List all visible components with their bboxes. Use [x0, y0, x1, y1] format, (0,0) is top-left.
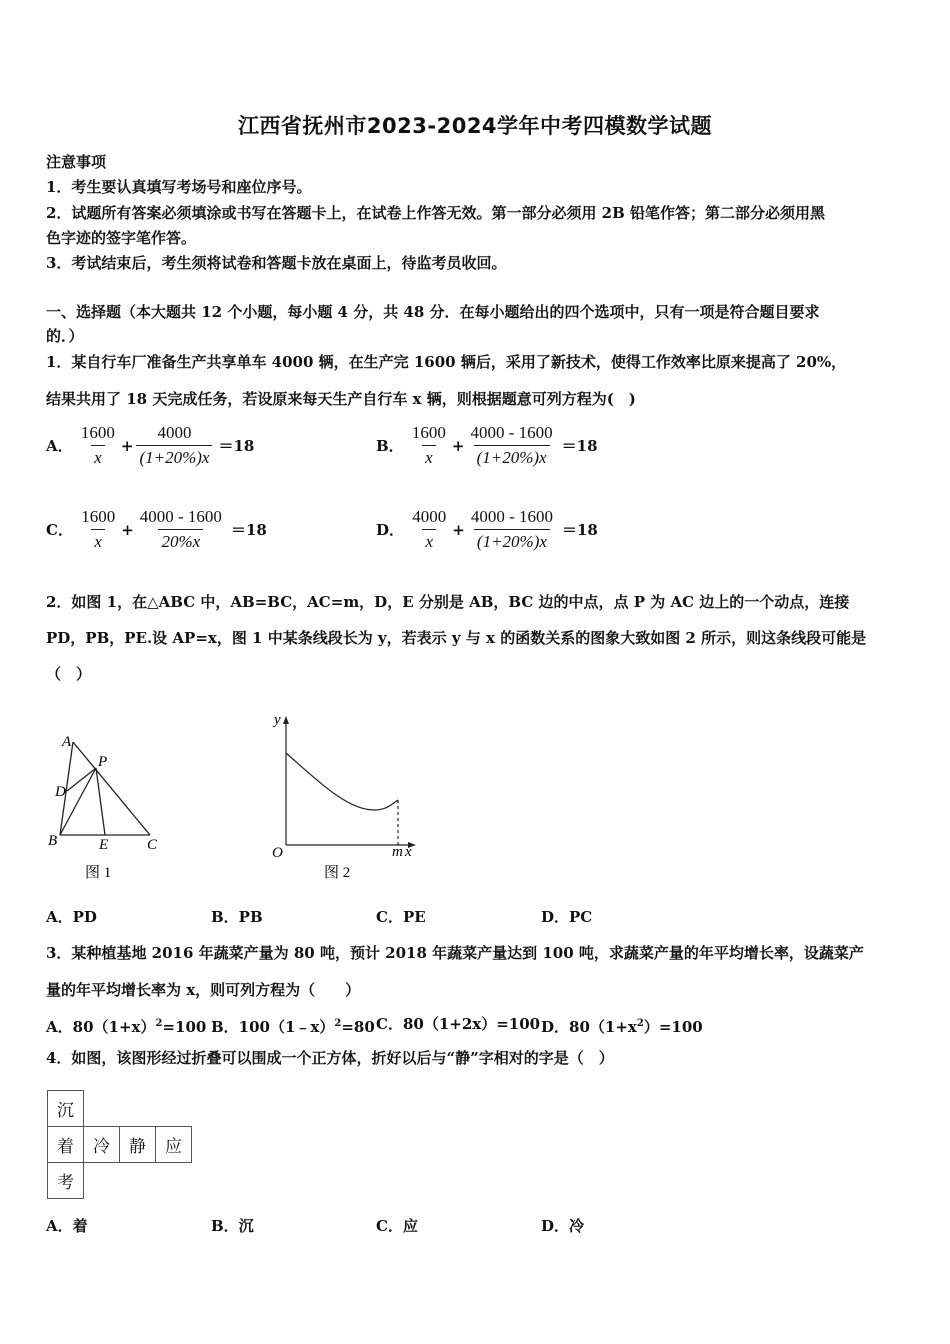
numerator: 4000 - 1600	[139, 507, 222, 526]
numerator: 4000 - 1600	[470, 423, 553, 442]
point-label-a: A	[62, 734, 72, 750]
point-label-p: P	[98, 754, 108, 770]
q4-option-b[interactable]: B．沉	[211, 1217, 254, 1235]
q3-option-d[interactable]	[541, 1014, 703, 1037]
denominator: (1+20%)x	[136, 445, 212, 468]
point-label-e: E	[99, 837, 109, 853]
figure-1-caption: 图 1	[85, 865, 112, 881]
option-label: B．	[376, 437, 404, 455]
question-1-text: 1．某自行车厂准备生产共享单车 4000 辆，在生产完 1600 辆后，采用了新技术，使得工作效率比原来提高了 20%，	[46, 353, 847, 371]
q2-option-b[interactable]: B．PB	[211, 908, 263, 926]
question-2-text-cont: PD，PB，PE.设 AP=x，图 1 中某条线段长为 y，若表示 y 与 x 的函数关系的图象大致如图 2 所示，则这条线段可能是	[46, 629, 867, 647]
figure-1-triangle	[40, 725, 180, 885]
notice-item: 1．考生要认真填写考场号和座位序号。	[46, 178, 312, 196]
option-label: C．	[46, 521, 73, 539]
superscript: 2	[636, 1018, 644, 1029]
q3-option-a[interactable]	[46, 1014, 206, 1037]
q1-option-c[interactable]	[46, 507, 267, 552]
q2-option-c[interactable]: C．PE	[376, 908, 426, 926]
question-2-text: 2．如图 1，在△ABC 中，AB=BC，AC=m，D，E 分别是 AB，BC 边的中点，点 P 为 AC 边上的一个动点，连接	[46, 593, 850, 611]
net-cell: 着	[48, 1127, 84, 1163]
option-text: ）=100	[643, 1018, 703, 1036]
question-3-text-cont: 量的年平均增长率为 x，则可列方程为（ ）	[46, 981, 361, 999]
denominator: x	[91, 445, 105, 468]
equation-rhs: ＝18	[218, 437, 255, 455]
equation-rhs: ＝18	[561, 437, 598, 455]
q4-option-d[interactable]: D．冷	[541, 1217, 585, 1235]
figure-2-caption: 图 2	[324, 865, 351, 881]
net-cell-empty	[156, 1163, 192, 1199]
plus-sign: +	[451, 436, 465, 455]
superscript: 2	[334, 1018, 342, 1029]
q1-option-a[interactable]	[46, 423, 254, 468]
net-cell-empty	[120, 1091, 156, 1127]
denominator: (1+20%)x	[474, 445, 550, 468]
question-1-text-cont: 结果共用了 18 天完成任务，若设原来每天生产自行车 x 辆，则根据题意可列方程为( )	[46, 390, 636, 408]
point-label-d: D	[55, 784, 66, 800]
page-title: 江西省抚州市2023-2024学年中考四模数学试题	[237, 114, 713, 138]
notice-item: 2．试题所有答案必须填涂或书写在答题卡上，在试卷上作答无效。第一部分必须用 2B 铅笔作答；第二部分必须用黑	[46, 204, 826, 222]
figure-2-graph	[262, 710, 422, 885]
q3-option-c[interactable]: C．80（1+2x）=100	[376, 1015, 541, 1033]
axis-label-x: x	[405, 844, 412, 860]
option-text: B．100（1﹣x）	[211, 1018, 335, 1036]
notice-heading: 注意事项	[46, 153, 107, 171]
net-cell: 考	[48, 1163, 84, 1199]
denominator: x	[91, 529, 105, 552]
equation-rhs: ＝18	[230, 521, 267, 539]
fraction	[468, 507, 556, 552]
net-cell-empty	[156, 1091, 192, 1127]
net-cell: 沉	[48, 1091, 84, 1127]
question-4-text: 4．如图，该图形经过折叠可以围成一个正方体，折好以后与“静”字相对的字是（ ）	[46, 1049, 614, 1067]
q1-option-b[interactable]	[376, 423, 598, 468]
notice-item: 3．考试结束后，考生须将试卷和答题卡放在桌面上，待监考员收回。	[46, 254, 507, 272]
cube-net	[47, 1090, 192, 1199]
fraction	[78, 423, 118, 468]
net-cell-empty	[84, 1091, 120, 1127]
net-cell-empty	[120, 1163, 156, 1199]
numerator: 1600	[80, 423, 115, 442]
notice-item: 色字迹的签字笔作答。	[46, 229, 197, 247]
q2-option-d[interactable]: D．PC	[541, 908, 593, 926]
fraction	[409, 423, 449, 468]
axis-tick-m: m	[392, 844, 403, 860]
option-text: A．80（1+x）	[46, 1018, 156, 1036]
net-cell: 应	[156, 1127, 192, 1163]
fraction	[137, 507, 225, 552]
question-3-text: 3．某种植基地 2016 年蔬菜产量为 80 吨，预计 2018 年蔬菜产量达到 100 吨，求蔬菜产量的年平均增长率，设蔬菜产	[46, 944, 864, 962]
q4-option-c[interactable]: C．应	[376, 1217, 418, 1235]
fraction	[468, 423, 556, 468]
numerator: 4000 - 1600	[470, 507, 553, 526]
denominator: 20%x	[158, 529, 203, 552]
option-text: =80	[341, 1018, 375, 1036]
option-label: A．	[46, 437, 73, 455]
axis-label-y: y	[274, 712, 281, 728]
section-heading-cont: 的．）	[46, 327, 84, 345]
q4-option-a[interactable]: A．着	[46, 1217, 88, 1235]
plus-sign: +	[121, 520, 134, 539]
net-cell: 冷	[84, 1127, 120, 1163]
numerator: 1600	[81, 507, 116, 526]
question-2-text-cont: （ ）	[46, 665, 92, 683]
numerator: 4000	[412, 507, 447, 526]
plus-sign: +	[120, 436, 134, 455]
fraction	[78, 507, 118, 552]
numerator: 4000	[157, 423, 192, 442]
q3-option-b[interactable]	[211, 1014, 375, 1037]
option-text: =100	[162, 1018, 207, 1036]
q1-option-d[interactable]	[376, 507, 598, 552]
option-label: D．	[376, 521, 405, 539]
origin-label: O	[272, 845, 283, 861]
denominator: x	[422, 445, 436, 468]
q2-option-a[interactable]: A．PD	[46, 908, 97, 926]
net-cell: 静	[120, 1127, 156, 1163]
point-label-c: C	[147, 837, 158, 853]
denominator: x	[422, 529, 436, 552]
fraction	[136, 423, 212, 468]
point-label-b: B	[48, 833, 58, 849]
denominator: (1+20%)x	[474, 529, 550, 552]
equation-rhs: ＝18	[562, 521, 598, 539]
superscript: 2	[155, 1018, 163, 1029]
numerator: 1600	[411, 423, 446, 442]
option-text: D．80（1+x	[541, 1018, 637, 1036]
plus-sign: +	[452, 520, 465, 539]
net-cell-empty	[84, 1163, 120, 1199]
section-heading: 一、选择题（本大题共 12 个小题，每小题 4 分，共 48 分．在每小题给出的四个选项中，只有一项是符合题目要求	[46, 303, 820, 321]
fraction	[409, 507, 449, 552]
